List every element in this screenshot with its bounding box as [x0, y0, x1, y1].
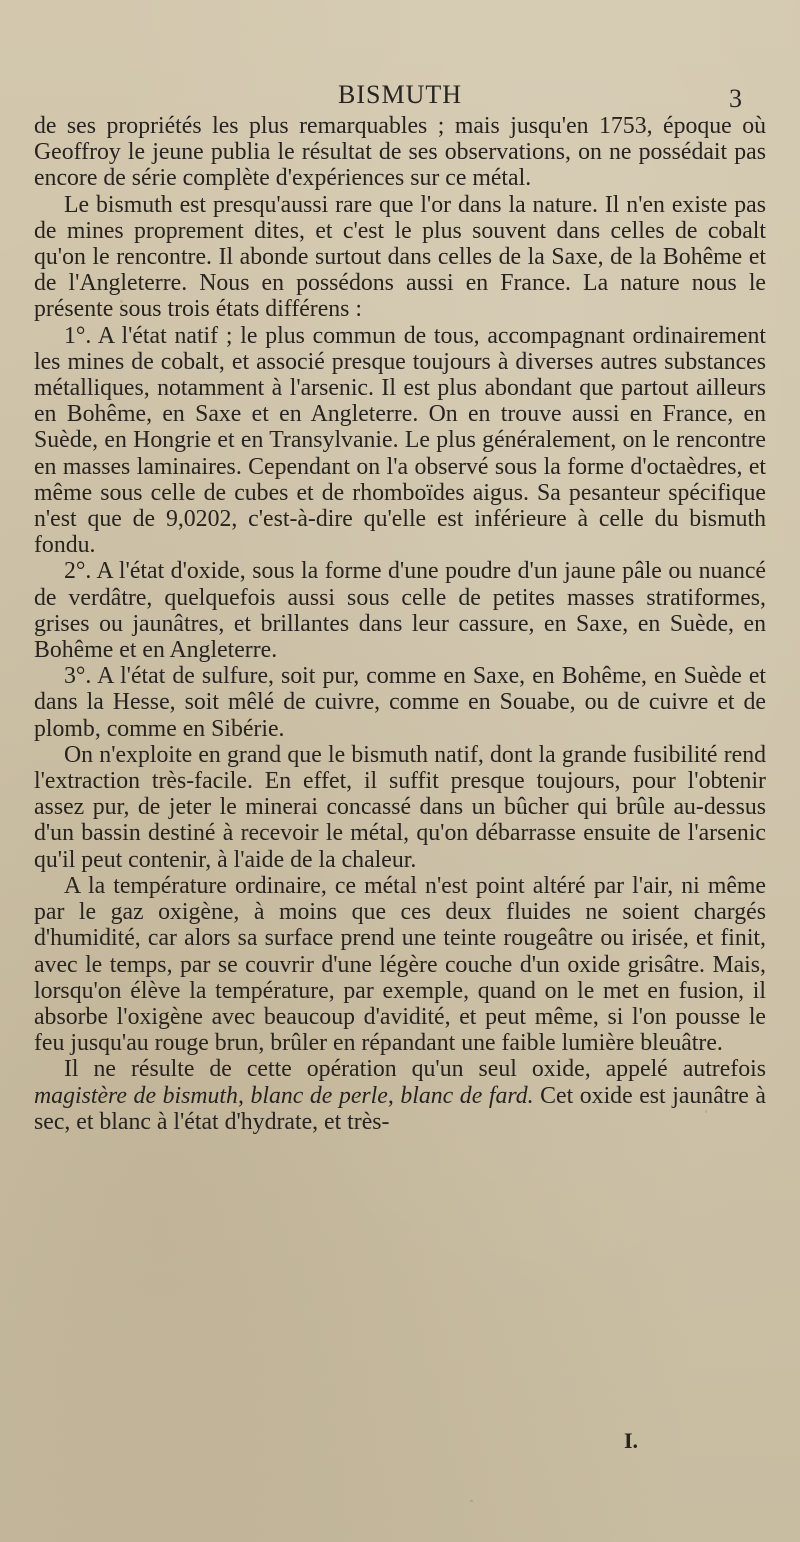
- italic-terms: magistère de bismuth, blanc de perle, blanc de fard.: [34, 1082, 534, 1109]
- paragraph: 3°. A l'état de sulfure, soit pur, comme en Saxe, en Bohême, en Suède et dans la Hesse, soit mêlé de cuivre, comme en Souabe, ou de cuivre et de plomb, comme en Sibérie.: [34, 663, 766, 742]
- paragraph: de ses propriétés les plus remarquables ; mais jusqu'en 1753, époque où Geoffroy le jeune publia le résultat de ses observations, on ne possédait pas encore de série complète d'expériences sur ce métal.: [34, 113, 766, 192]
- signature-mark: I.: [624, 1428, 639, 1453]
- body-text: [34, 113, 766, 1135]
- paragraph: On n'exploite en grand que le bismuth natif, dont la grande fusibilité rend l'extraction très-facile. En effet, il suffit presque toujours, pour l'obtenir assez pur, de jeter le minerai concassé dans un bûcher qui brûle au-dessus d'un bassin destiné à recevoir le métal, qu'on débarrasse ensuite de l'arsenic qu'il peut contenir, à l'aide de la chaleur.: [34, 741, 766, 873]
- paragraph: A la température ordinaire, ce métal n'est point altéré par l'air, ni même par le gaz oxigène, à moins que ces deux fluides ne soient chargés d'humidité, car alors sa surface prend une teinte rougeâtre ou irisée, et finit, avec le temps, par se couvrir d'une légère couche d'un oxide grisâtre. Mais, lorsqu'on élève la température, par exemple, quand on le met en fusion, il absorbe l'oxigène avec beaucoup d'avidité, et peut même, si l'on pousse le feu jusqu'au rouge brun, brûler en répandant une faible lumière bleuâtre.: [34, 872, 766, 1057]
- paragraph: Le bismuth est presqu'aussi rare que l'or dans la nature. Il n'en existe pas de mines proprement dites, et c'est le plus souvent dans celles de cobalt qu'on le rencontre. Il abonde surtout dans celles de la Saxe, de la Bohême et de l'Angleterre. Nous en possédons aussi en France. La nature nous le présente sous trois états différens :: [34, 191, 766, 323]
- paper-speck: [470, 1500, 473, 1502]
- paragraph-last: [34, 1056, 766, 1135]
- running-title: BISMUTH: [337, 80, 462, 109]
- page-number: 3: [729, 84, 742, 113]
- paragraph: 1°. A l'état natif ; le plus commun de tous, accompagnant ordinairement les mines de cobalt, et associé presque toujours à diverses autres substances métalliques, notamment à l'arsenic. Il est plus abondant que partout ailleurs en Bohême, en Saxe et en Angleterre. On en trouve aussi en France, en Suède, en Hongrie et en Transylvanie. Le plus généralement, on le rencontre en masses laminaires. Cependant on l'a observé sous la forme d'octaèdres, et même sous celle de cubes et de rhomboïdes aigus. Sa pesanteur spécifique n'est que de 9,0202, c'est-à-dire qu'elle est inférieure à celle du bismuth fondu.: [34, 322, 766, 559]
- last-paragraph-text: Il ne résulte de cette opération qu'un seul oxide, appelé autrefois: [64, 1056, 766, 1083]
- paragraph: 2°. A l'état d'oxide, sous la forme d'une poudre d'un jaune pâle ou nuancé de verdâtre, quelquefois aussi sous celle de petites masses stratiformes, grises ou jaunâtres, et brillantes dans leur cassure, en Saxe, en Suède, en Bohême et en Angleterre.: [34, 558, 766, 664]
- last-paragraph-continuation: Cet oxide est jaunâtre à sec, et blanc à l'état d'hydrate, et très-: [34, 1082, 766, 1135]
